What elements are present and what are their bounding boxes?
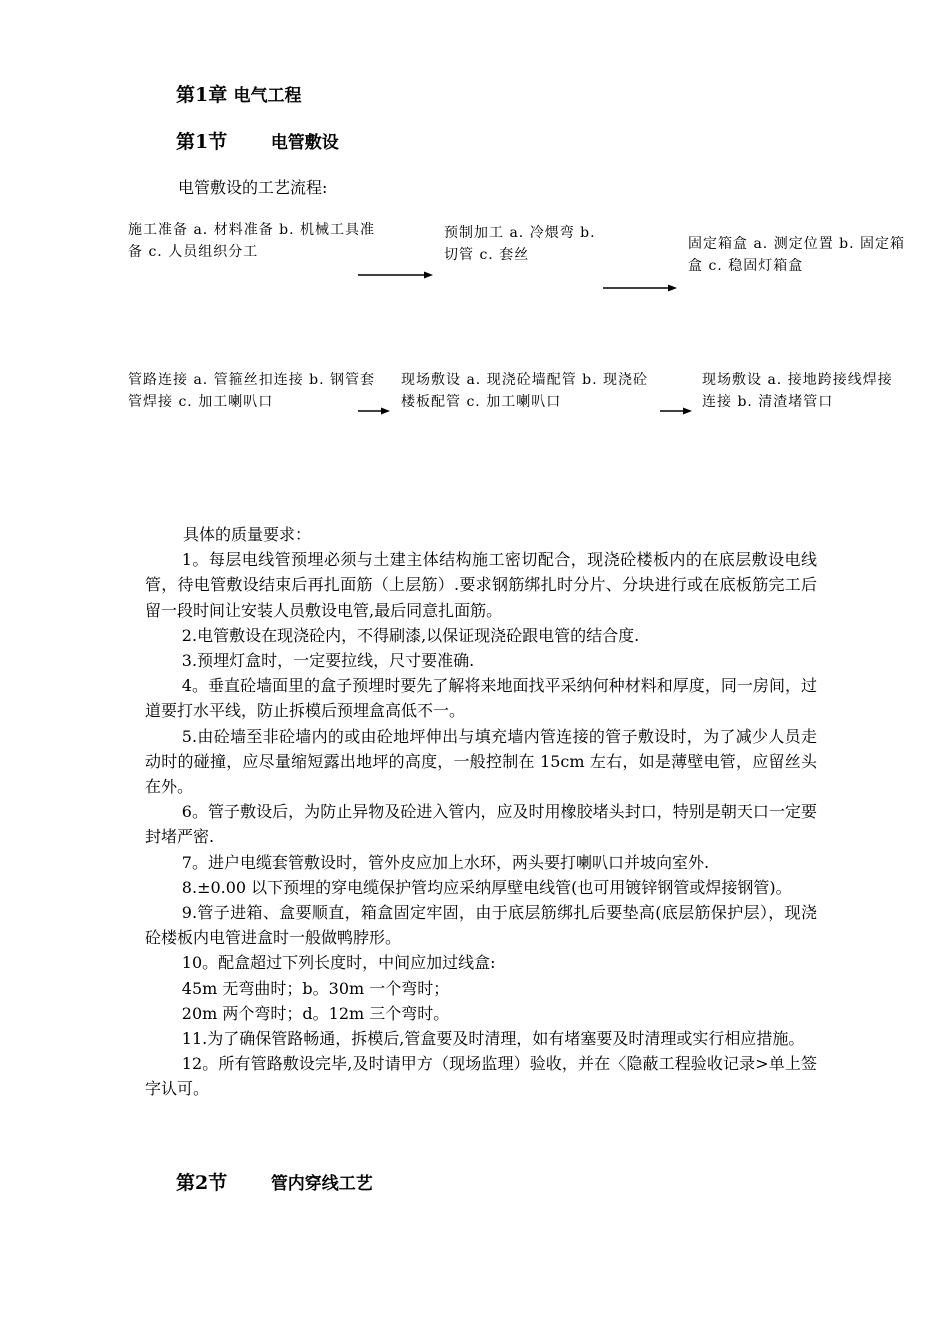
flow-step-5: 现场敷设 a. 现浇砼墙配管 b. 现浇砼楼板配管 c. 加工喇叭口: [401, 372, 649, 410]
quality-item: 6。管子敷设后，为防止异物及砼进入管内，应及时用橡胶堵头封口，特别是朝天口一定要封堵严密.: [145, 802, 817, 847]
quality-item: 45m 无弯曲时；b。30m 一个弯时；: [181, 978, 450, 998]
quality-item: 10。配盒超过下列长度时，中间应加过线盒:: [181, 953, 496, 973]
flow-arrow-1: [358, 269, 433, 281]
flow-arrow-3: [358, 405, 390, 417]
chapter-heading: [176, 80, 302, 107]
flow-arrow-2: [603, 282, 677, 294]
section-label: 第1节: [176, 131, 228, 153]
flow-step-1: 施工准备 a. 材料准备 b. 机械工具准备 c. 人员组织分工: [128, 222, 376, 260]
flow-step-3: 固定箱盒 a. 测定位置 b. 固定箱盒 c. 稳固灯箱盒: [688, 236, 906, 274]
chapter-label: 第1章: [176, 84, 228, 106]
chapter-title: 电气工程: [233, 86, 302, 106]
quality-item: 20m 两个弯时；d。12m 三个弯时。: [181, 1003, 450, 1023]
quality-requirements: [145, 522, 817, 1102]
section-heading-1: [176, 127, 339, 154]
quality-item: 9.管子进箱、盒要顺直，箱盒固定牢固，由于底层筋绑扎后要垫高(底层筋保护层），现浇砼楼板内电管进盒时一般做鸭脖形。: [145, 903, 817, 948]
flow-step-4: 管路连接 a. 管箍丝扣连接 b. 钢管套管焊接 c. 加工喇叭口: [128, 372, 376, 410]
quality-heading: 具体的质量要求：: [183, 525, 312, 544]
quality-item: 12。所有管路敷设完毕,及时请甲方（现场监理）验收，并在〈隐蔽工程验收记录>单上签字认可。: [145, 1054, 817, 1099]
flow-step-6: 现场敷设 a. 接地跨接线焊接连接 b. 清渣堵管口: [702, 372, 893, 410]
section-label: 第2节: [176, 1172, 228, 1194]
section-heading-2: [176, 1168, 373, 1195]
quality-item: 1。每层电线管预埋必须与土建主体结构施工密切配合，现浇砼楼板内的在底层敷设电线管，待电管敷设结束后再扎面筋（上层筋）.要求钢筋绑扎时分片、分块进行或在底板筋完工后留一段时间让安装人员敷设电管,最后同意扎面筋。: [145, 550, 817, 620]
section-title: 电管敷设: [270, 133, 339, 153]
flow-intro: 电管敷设的工艺流程:: [178, 178, 328, 197]
quality-item: 8.±0.00 以下预埋的穿电缆保护管均应采纳厚壁电线管(也可用镀锌钢管或焊接钢管)。: [181, 877, 792, 897]
quality-item: 4。垂直砼墙面里的盒子预埋时要先了解将来地面找平采纳何种材料和厚度，同一房间，过道要打水平线，防止拆模后预埋盒高低不一。: [145, 676, 817, 721]
flow-step-2: 预制加工 a. 冷煨弯 b. 切管 c. 套丝: [444, 225, 596, 263]
quality-item: 5.由砼墙至非砼墙内的或由砼地坪伸出与填充墙内管连接的管子敷设时，为了减少人员走动时的碰撞，应尽量缩短露出地坪的高度，一般控制在 15cm 左右，如是薄壁电管，应留丝头在外。: [145, 726, 817, 797]
quality-item: 2.电管敷设在现浇砼内，不得刷漆,以保证现浇砼跟电管的结合度.: [181, 625, 640, 645]
quality-item: 11.为了确保管路畅通，拆模后,管盒要及时清理，如有堵塞要及时清理或实行相应措施。: [181, 1029, 805, 1049]
quality-item: 3.预埋灯盒时，一定要拉线，尺寸要准确.: [181, 651, 475, 671]
flow-arrow-4: [660, 405, 692, 417]
section-title: 管内穿线工艺: [270, 1174, 373, 1194]
quality-item: 7。进户电缆套管敷设时，管外皮应加上水环，两头要打喇叭口并坡向室外.: [181, 852, 710, 872]
